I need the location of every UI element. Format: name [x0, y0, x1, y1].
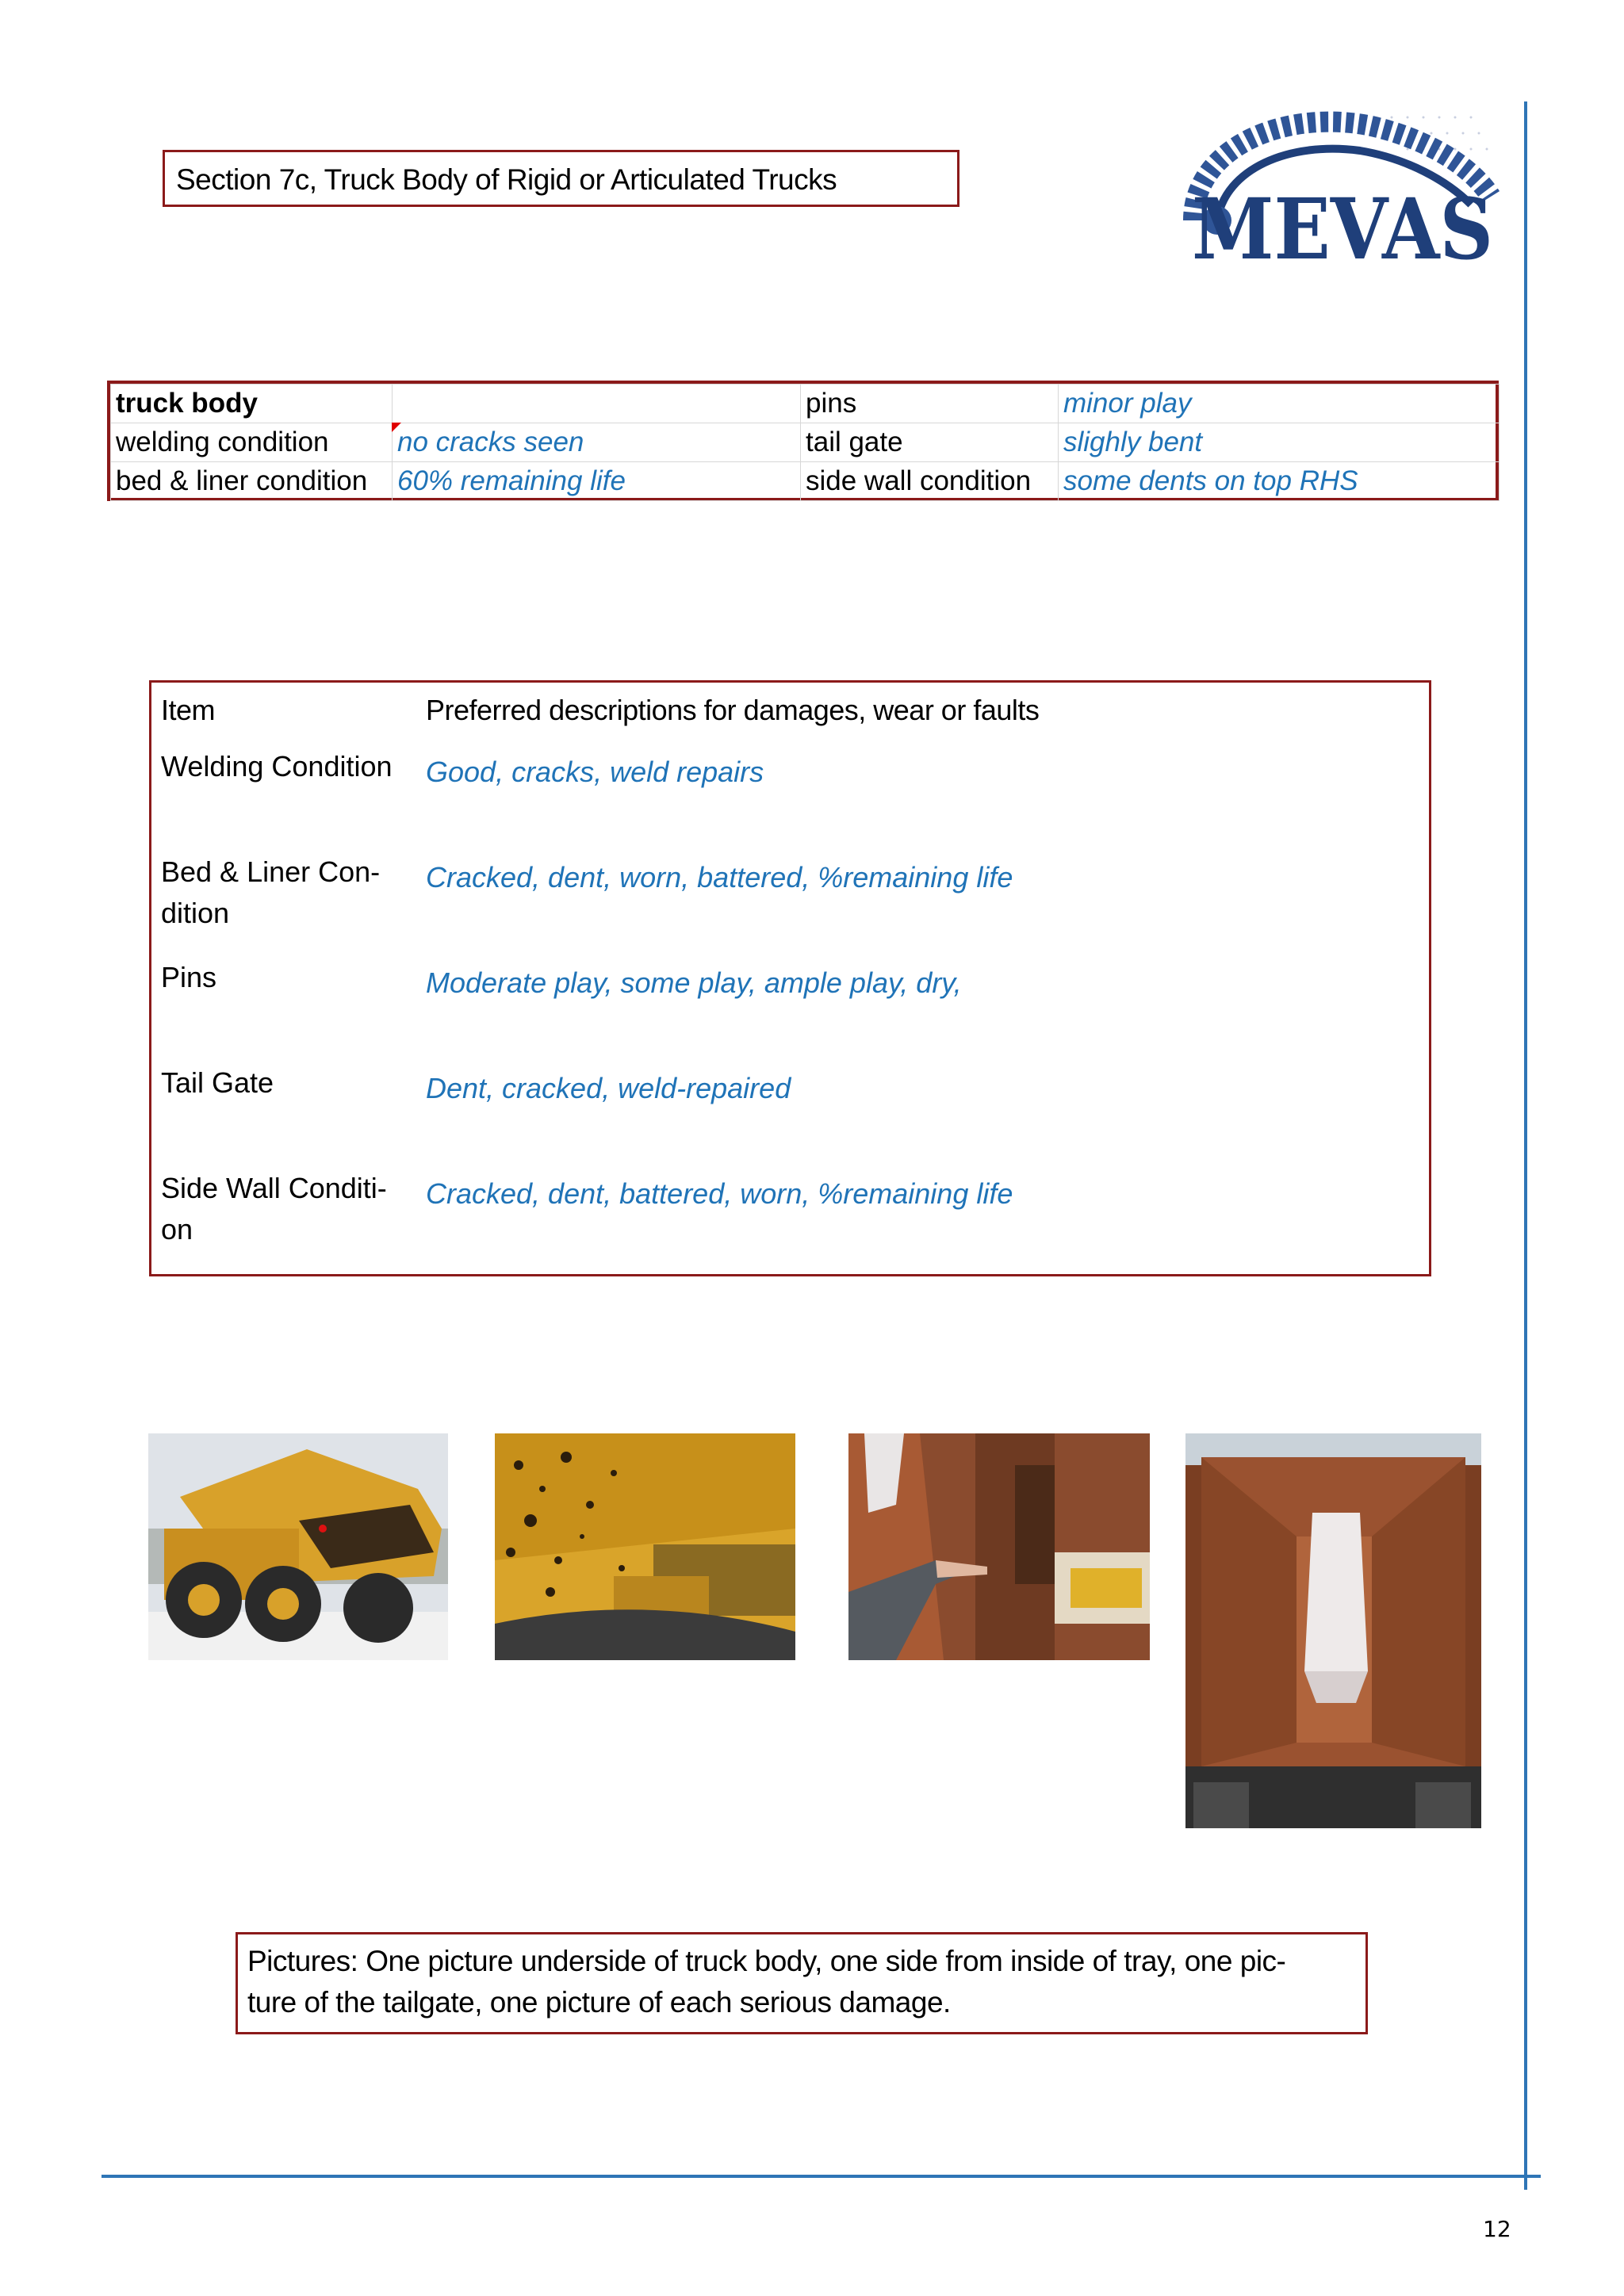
- cell-label: welding condition: [111, 423, 393, 462]
- mevas-logo: [1185, 101, 1499, 278]
- desc-welding-condition: Good, cracks, weld repairs: [426, 756, 764, 788]
- page-number: 12: [1483, 2216, 1511, 2242]
- desc-side-wall-condition: Cracked, dent, battered, worn, %remaining life: [426, 1177, 1013, 1210]
- cell-value: 60% remaining life: [393, 462, 801, 501]
- cell-label: side wall condition: [801, 462, 1059, 501]
- desc-tail-gate: Dent, cracked, weld-repaired: [426, 1072, 791, 1104]
- item-side-wall-condition: Side Wall Conditi- on: [161, 1172, 387, 1246]
- photo-tailgate-damage: [848, 1433, 1150, 1660]
- item-pins: Pins: [161, 961, 217, 993]
- cell-value: [393, 385, 801, 423]
- svg-text:MEVAS: MEVAS: [1192, 179, 1493, 278]
- cell-label: tail gate: [801, 423, 1059, 462]
- cell-value: slighly bent: [1059, 423, 1500, 462]
- cell-value: no cracks seen: [393, 423, 801, 462]
- header-item: Item: [161, 694, 216, 726]
- photo-truck-underside: [495, 1433, 795, 1660]
- table-row: [111, 423, 1500, 462]
- preferred-descriptions-table: [149, 680, 1431, 1276]
- pictures-note: Pictures: One picture underside of truck body, one side from inside of tray, one pic- ture of the tailgate, one picture of each serious damage.: [236, 1932, 1368, 2034]
- right-margin-rule: [1524, 101, 1527, 2190]
- item-bed-liner-condition: Bed & Liner Con- dition: [161, 855, 381, 929]
- photo-tray-inside: [1185, 1433, 1481, 1828]
- logo-graphic: [1185, 101, 1499, 278]
- cell-value: minor play: [1059, 385, 1500, 423]
- header-descriptions: Preferred descriptions for damages, wear or faults: [426, 694, 1040, 726]
- footer-rule: [102, 2175, 1541, 2178]
- item-tail-gate: Tail Gate: [161, 1066, 274, 1099]
- truck-body-table: [107, 381, 1499, 501]
- photo-truck-rear: [148, 1433, 448, 1660]
- table-row: [111, 462, 1500, 501]
- desc-pins: Moderate play, some play, ample play, dry,: [426, 966, 962, 999]
- cell-label: truck body: [111, 385, 393, 423]
- cell-label: pins: [801, 385, 1059, 423]
- cell-value: some dents on top RHS: [1059, 462, 1500, 501]
- section-title: Section 7c, Truck Body of Rigid or Articulated Trucks: [163, 150, 959, 207]
- item-welding-condition: Welding Condition: [161, 750, 393, 783]
- desc-bed-liner-condition: Cracked, dent, worn, battered, %remaining life: [426, 861, 1013, 894]
- table-row: [111, 385, 1500, 423]
- cell-label: bed & liner condition: [111, 462, 393, 501]
